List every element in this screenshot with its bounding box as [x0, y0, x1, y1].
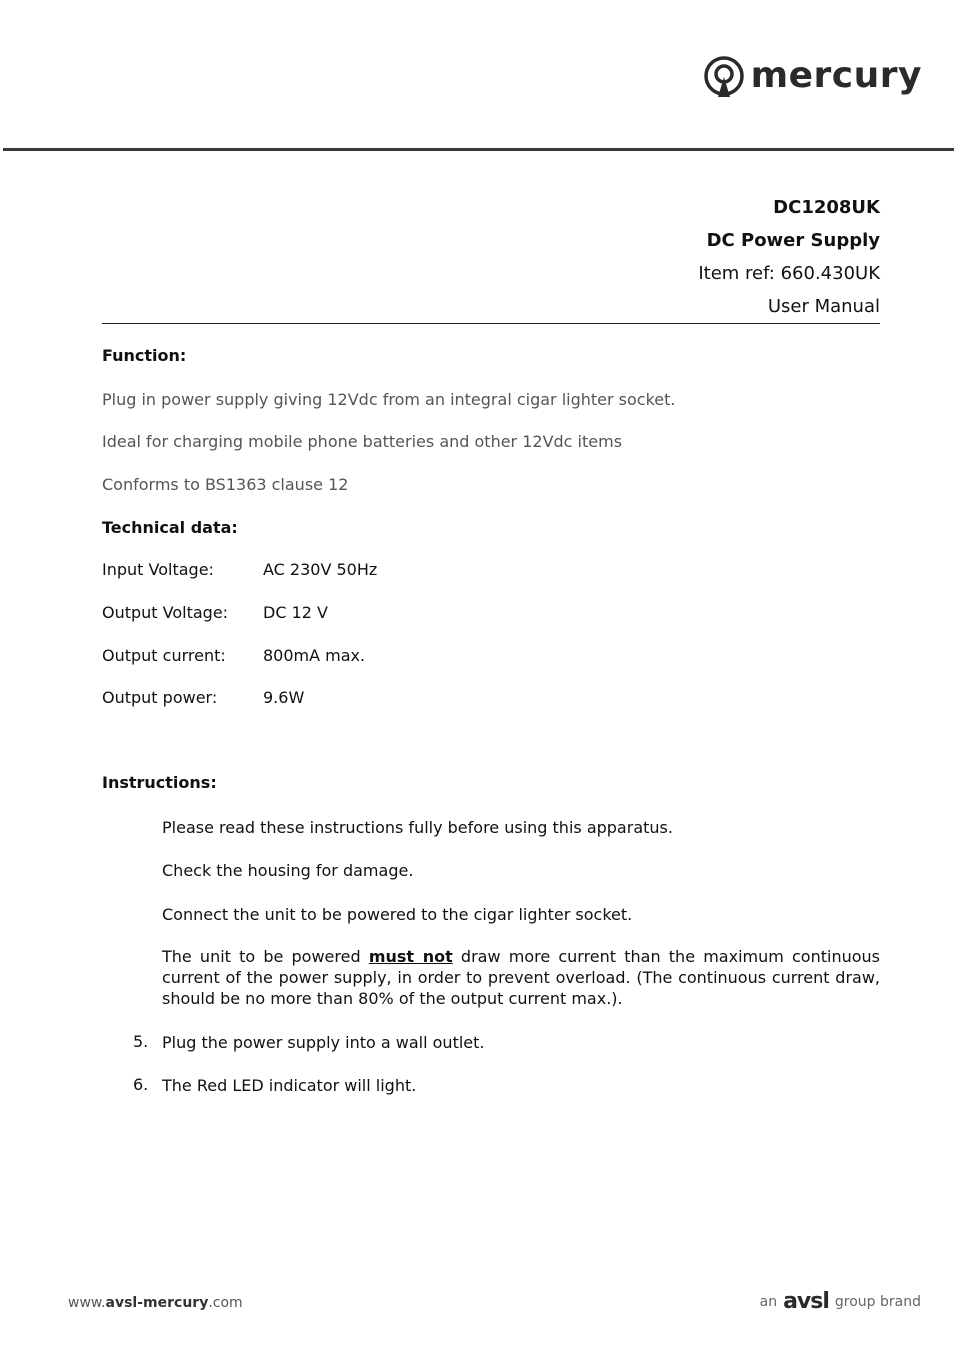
tag-pre: an [759, 1294, 778, 1310]
spec-value: DC 12 V [263, 603, 328, 622]
item-ref: Item ref: 660.430UK [698, 263, 880, 284]
model-number: DC1208UK [773, 197, 880, 218]
spec-label: Output Voltage: [102, 603, 229, 622]
title-divider [102, 323, 880, 324]
technical-heading: Technical data: [102, 518, 238, 537]
footer-url[interactable] [68, 1295, 243, 1311]
spec-value: AC 230V 50Hz [263, 560, 378, 579]
header-divider [3, 148, 954, 151]
footer-brand-tag [759, 1289, 921, 1314]
must-not-emphasis: must not [368, 947, 453, 966]
instruction-step: Connect the unit to be powered to the cigar lighter socket. [162, 905, 633, 924]
spec-label: Input Voltage: [102, 560, 214, 579]
instruction-step: The Red LED indicator will light. [162, 1076, 417, 1095]
instruction-step: Please read these instructions fully before using this apparatus. [162, 818, 673, 837]
logo-text: mercury [750, 55, 922, 96]
spec-label: Output current: [102, 646, 226, 665]
function-line: Plug in power supply giving 12Vdc from an integral cigar lighter socket. [102, 390, 676, 409]
function-line: Conforms to BS1363 clause 12 [102, 475, 349, 494]
product-name: DC Power Supply [706, 230, 880, 251]
url-brand: avsl-mercury [105, 1295, 209, 1311]
function-line: Ideal for charging mobile phone batteries and other 12Vdc items [102, 432, 623, 451]
instruction-step: Plug the power supply into a wall outlet. [162, 1033, 485, 1052]
url-suffix: .com [208, 1295, 243, 1311]
spec-value: 9.6W [263, 688, 305, 707]
spec-label: Output power: [102, 688, 218, 707]
instruction-step-warning [162, 946, 880, 1009]
url-prefix: www. [68, 1295, 106, 1311]
warning-text-pre: The unit to be powered [162, 947, 369, 966]
step-number: 5. [133, 1032, 149, 1051]
step-number: 6. [133, 1075, 149, 1094]
title-block [698, 191, 880, 323]
warning-text-post: draw more current than the maximum continuous current of the power supply, in order to prevent overload. (The continuous current draw, should be no more than 80% of the output current max.). [162, 947, 880, 1008]
mercury-logo-icon [703, 55, 745, 97]
tag-post: group brand [834, 1294, 921, 1310]
instruction-step: Check the housing for damage. [162, 861, 414, 880]
brand-logo [703, 54, 922, 98]
function-heading: Function: [102, 346, 187, 365]
instructions-heading: Instructions: [102, 773, 217, 792]
spec-value: 800mA max. [263, 646, 366, 665]
avsl-logo: avsl [783, 1289, 829, 1314]
document-type: User Manual [767, 296, 880, 317]
